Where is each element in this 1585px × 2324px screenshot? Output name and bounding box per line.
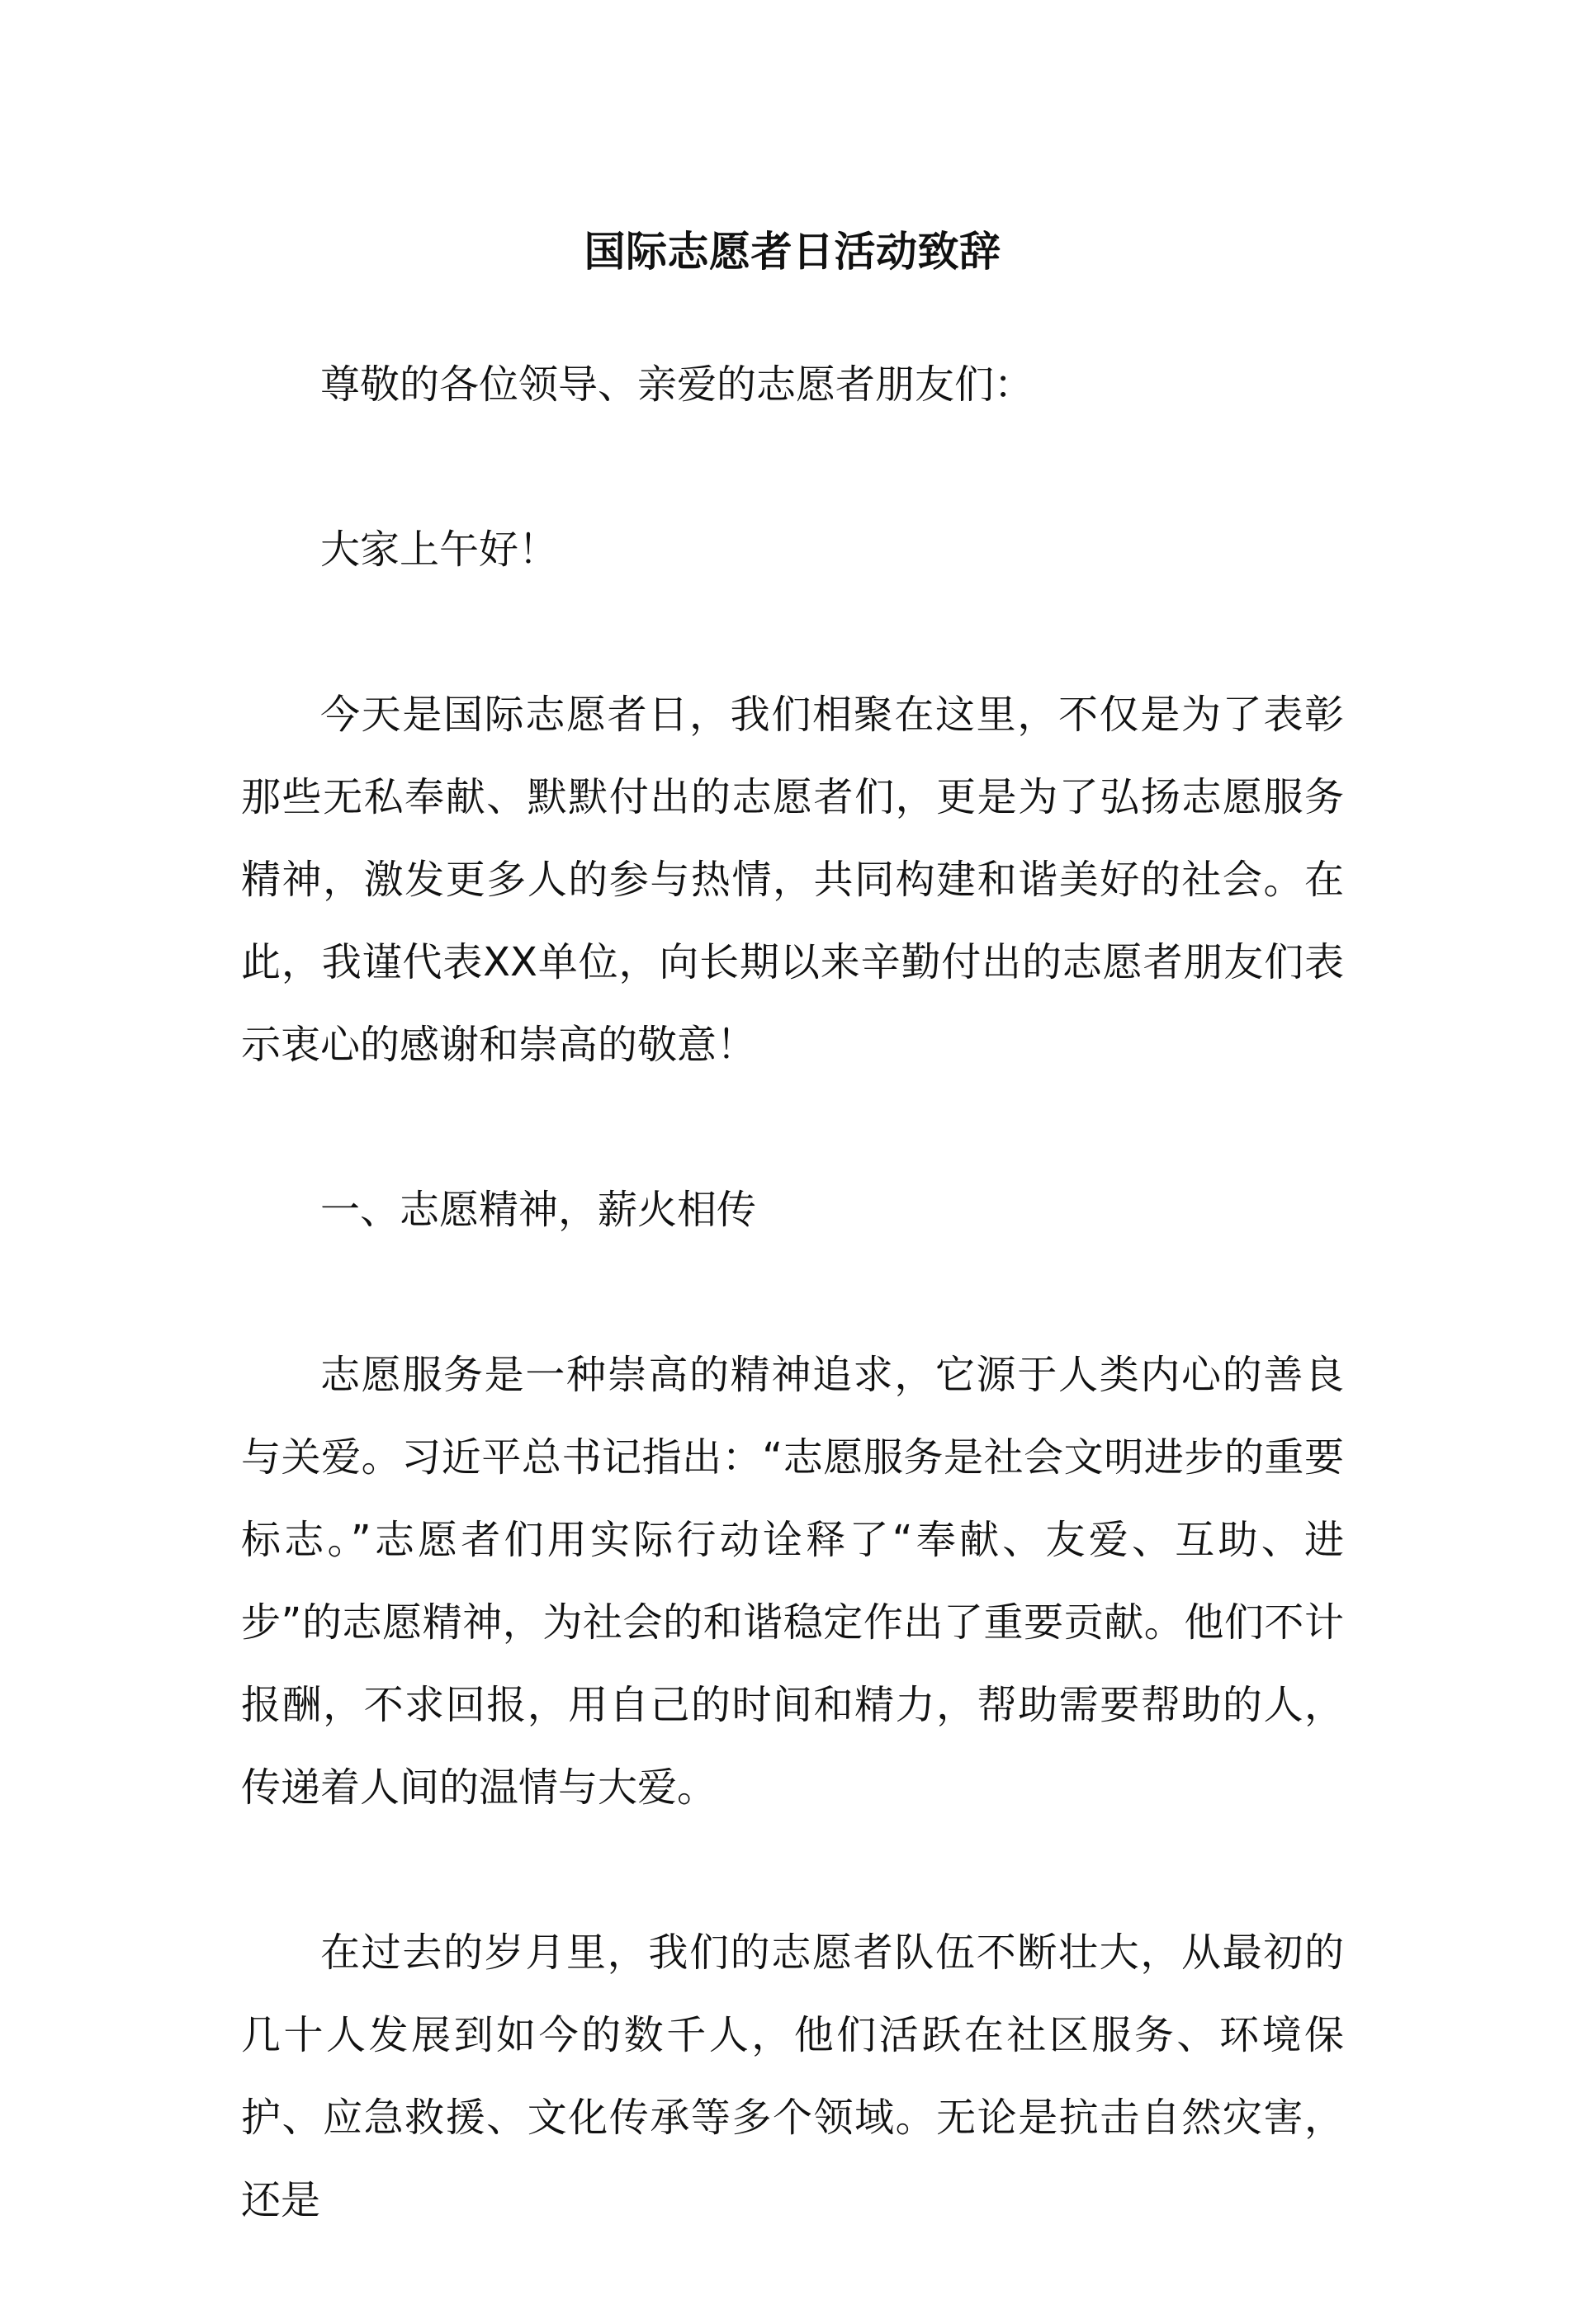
salutation-paragraph: 尊敬的各位领导、亲爱的志愿者朋友们： — [320, 361, 1034, 408]
greeting-paragraph: 大家上午好！ — [320, 527, 559, 573]
body-paragraph-2: 在过去的岁月里，我们的志愿者队伍不断壮大，从最初的几十人发展到如今的数千人，他们活跃在社区服务、环境保护、应急救援、文化传承等多个领域。无论是抗击自然灾害，还是 — [241, 1930, 1344, 2223]
intro-paragraph: 今天是国际志愿者日，我们相聚在这里，不仅是为了表彰那些无私奉献、默默付出的志愿者们，更是为了弘扬志愿服务精神，激发更多人的参与热情，共同构建和谐美好的社会。在此，我谨代表XX单位，向长期以来辛勤付出的志愿者朋友们表示衷心的感谢和崇高的敬意！ — [241, 692, 1344, 1068]
document-body — [241, 216, 1344, 2324]
document-title: 国际志愿者日活动致辞 — [584, 228, 1001, 276]
body-paragraph-1: 志愿服务是一种崇高的精神追求，它源于人类内心的善良与关爱。习近平总书记指出：“志愿服务是社会文明进步的重要标志。”志愿者们用实际行动诠释了“奉献、友爱、互助、进步”的志愿精神，为社会的和谐稳定作出了重要贡献。他们不计报酬，不求回报，用自己的时间和精力，帮助需要帮助的人，传递着人间的温情与大爱。 — [241, 1352, 1344, 1811]
section-heading-1: 一、志愿精神，薪火相传 — [320, 1187, 757, 1233]
